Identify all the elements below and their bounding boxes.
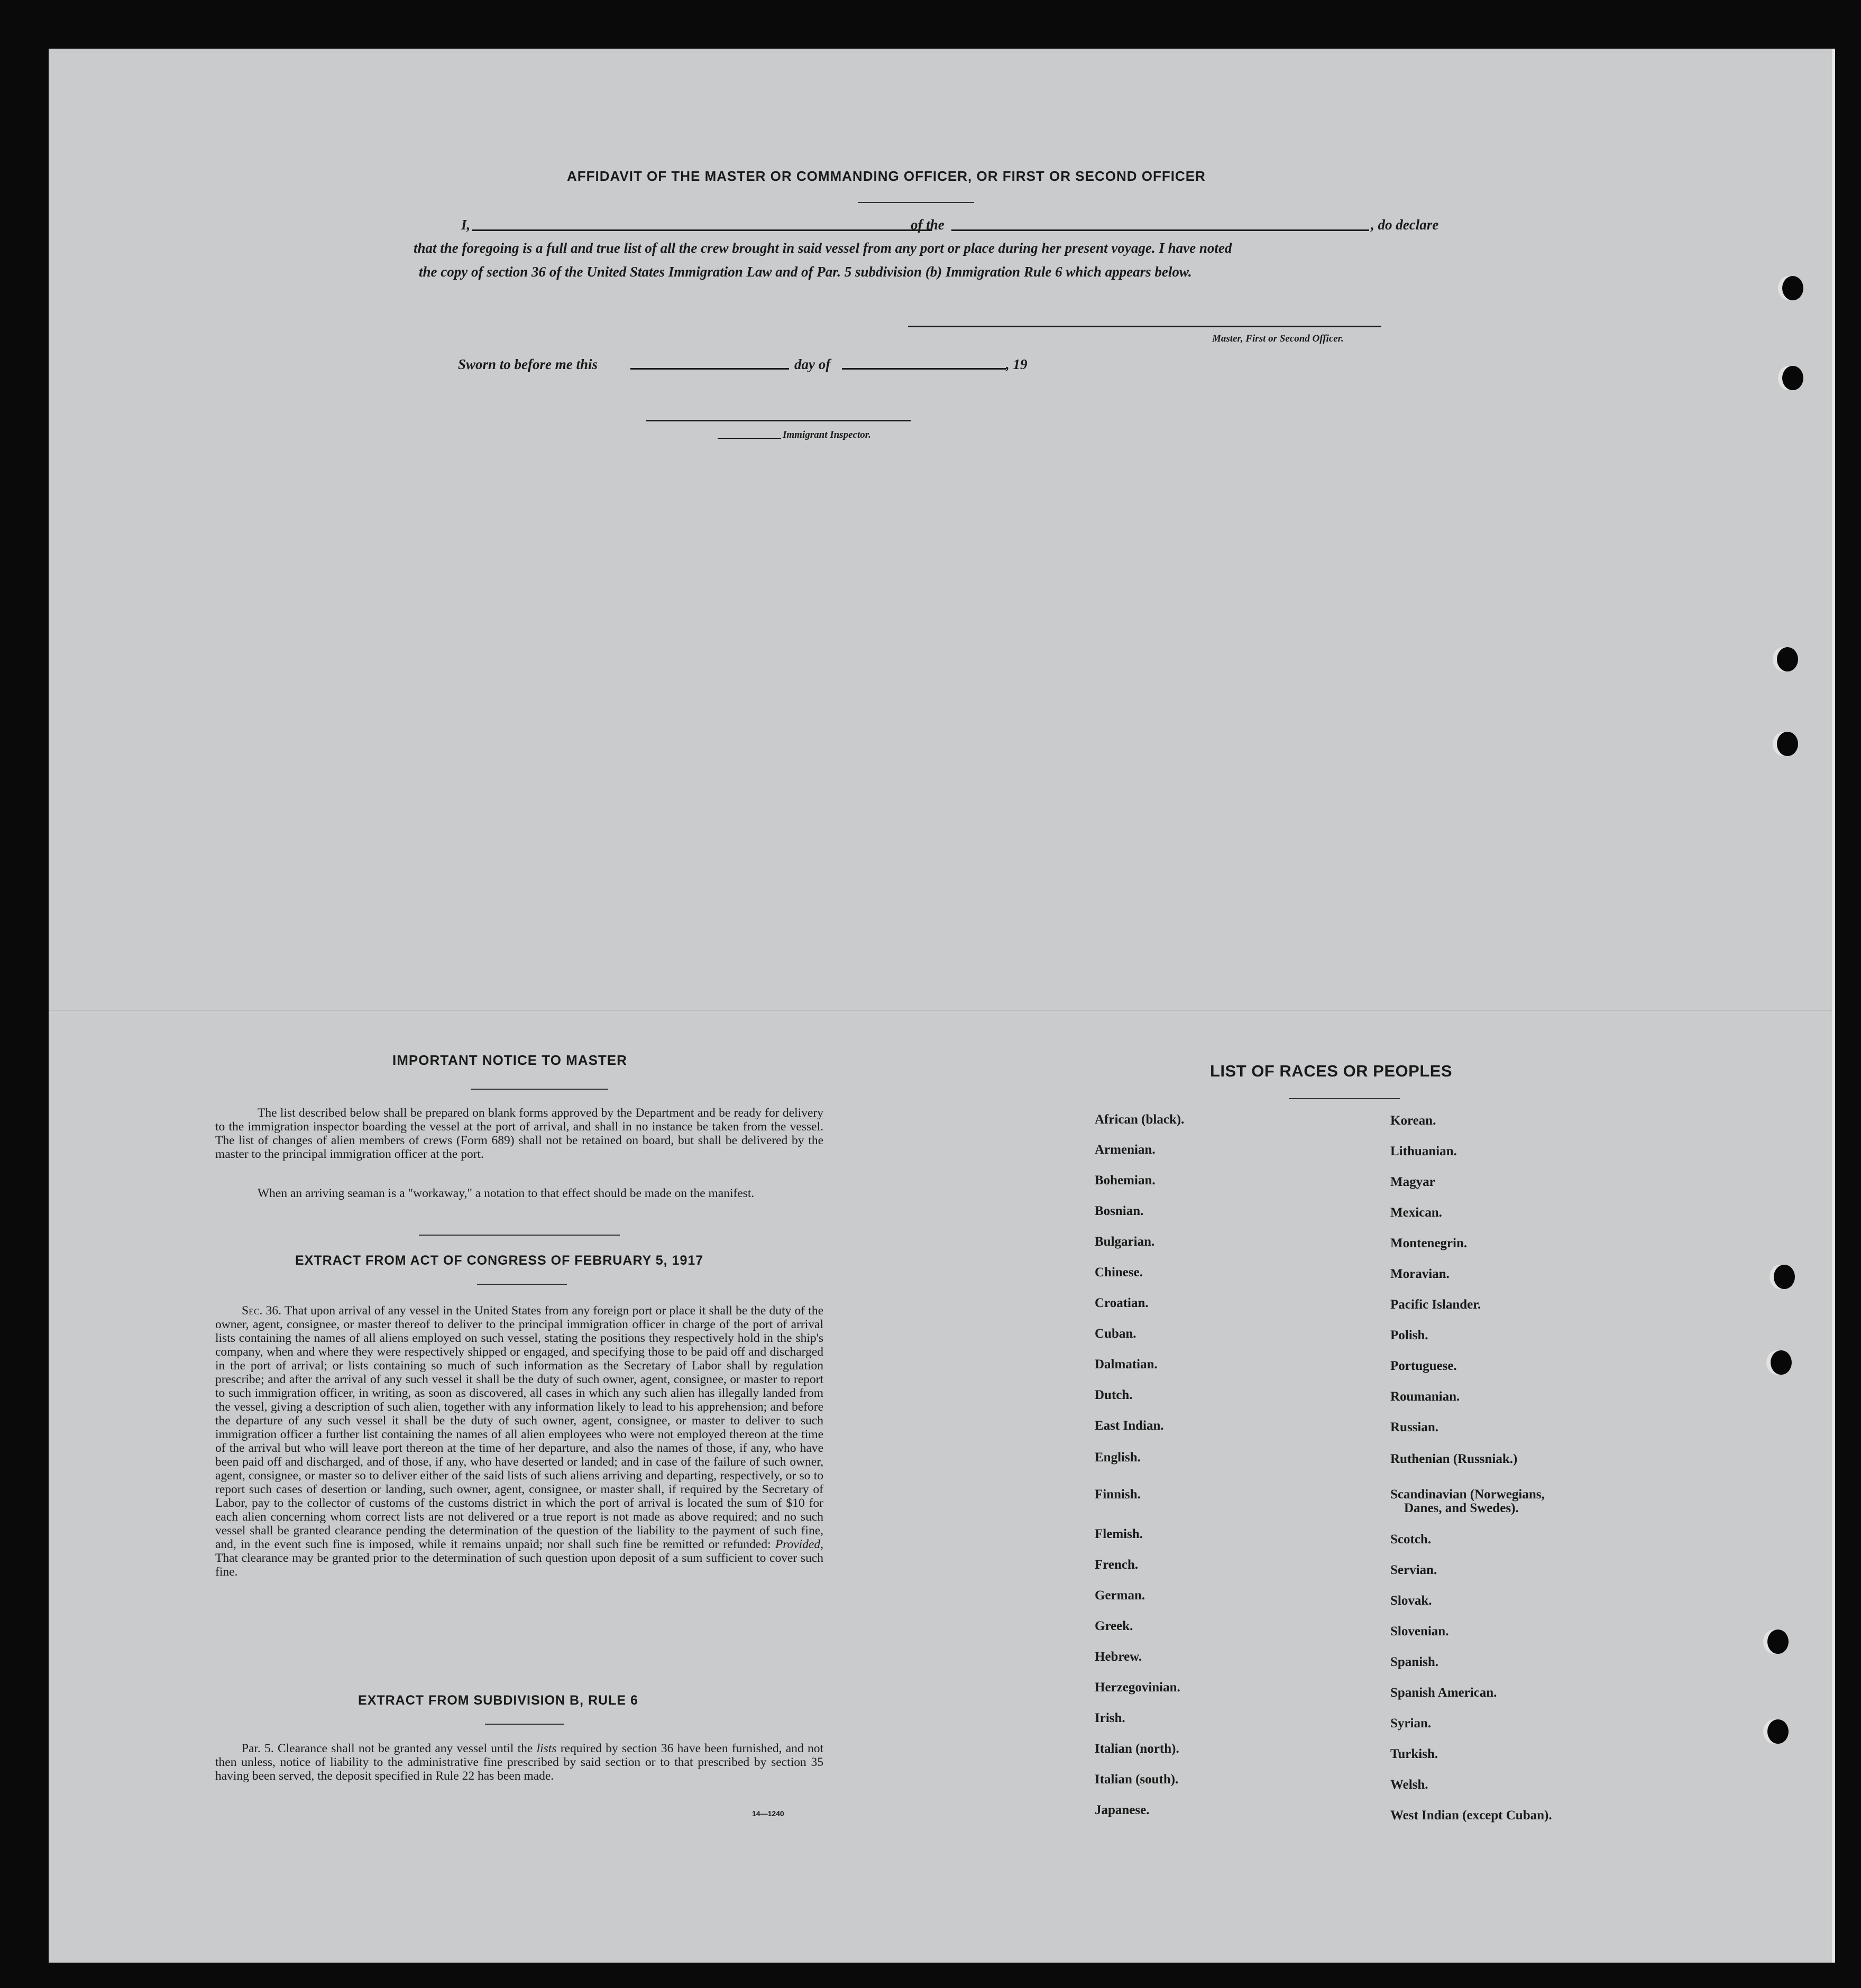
- inspector-signature-blank: [646, 420, 911, 421]
- section-36-body-end: That clearance may be granted prior to the determination of such question upon deposit of a sum sufficient to cover such fine.: [215, 1551, 823, 1579]
- race-item: Slovak.: [1390, 1594, 1432, 1608]
- race-item: Servian.: [1390, 1563, 1437, 1577]
- race-item: Dalmatian.: [1095, 1357, 1158, 1372]
- race-item: Finnish.: [1095, 1487, 1141, 1502]
- race-item: African (black).: [1095, 1112, 1185, 1127]
- document-sheet: [49, 49, 1835, 1963]
- race-item: West Indian (except Cuban).: [1390, 1808, 1552, 1823]
- race-item: Magyar: [1390, 1175, 1435, 1189]
- notice-title: IMPORTANT NOTICE TO MASTER: [392, 1052, 627, 1068]
- race-item: Croatian.: [1095, 1296, 1149, 1310]
- race-item: Lithuanian.: [1390, 1144, 1457, 1158]
- race-item: Ruthenian (Russniak.): [1390, 1452, 1518, 1466]
- race-item: Bosnian.: [1095, 1204, 1144, 1218]
- punch-hole: [1767, 1719, 1789, 1744]
- race-item: Pacific Islander.: [1390, 1297, 1481, 1312]
- year-label: , 19: [1006, 356, 1028, 372]
- race-item: Slovenian.: [1390, 1624, 1449, 1639]
- affidavit-line-2: that the foregoing is a full and true list of all the crew brought in said vessel from any port or place during her present voyage. I have noted: [414, 240, 1232, 256]
- form-number: 14—1240: [752, 1809, 784, 1818]
- race-item: Spanish American.: [1390, 1686, 1497, 1700]
- section-36-provided: Provided,: [775, 1538, 824, 1551]
- act-extract-title: EXTRACT FROM ACT OF CONGRESS OF FEBRUARY 5, 1917: [295, 1253, 704, 1268]
- race-item: Hebrew.: [1095, 1650, 1142, 1664]
- race-item: Greek.: [1095, 1619, 1133, 1633]
- affidavit-title-rule: [858, 202, 974, 203]
- race-item: Moravian.: [1390, 1267, 1450, 1281]
- race-item: Montenegrin.: [1390, 1236, 1468, 1250]
- section-36-body: That upon arrival of any vessel in the United States from any foreign port or place it shall be the duty of the owner, agent, consignee, or master thereof to deliver to the principal immigration officer in charge of the port of arrival lists containing the names of all aliens employed on such vessel, stating the positions they respectively hold in the ship's company, when and where they were respectively shipped or engaged, and specifying those to be paid off and discharged in the port of arrival; or lists containing so much of such information as the Secretary of Labor shall by regulation prescribe; and after the arrival of any such vessel it shall be the duty of such owner, agent, consignee, or master to report to such immigration officer, in writing, as soon as discovered, all cases in which any such alien has illegally landed from the vessel, giving a description of such alien, together with any information likely to lead to his apprehension; and before the departure of any such vessel it shall be the duty of such owner, agent, consignee, or master to deliver to such immigration officer a further list containing the names of all alien employees who were not employed thereon at the time of the arrival but who will leave port thereon at the time of her departure, and also the names of those, if any, who have been paid off and discharged, and of those, if any, who have deserted or landed; and in case of the failure of such owner, agent, consignee, or master so to deliver either of the said lists of such aliens arriving and departing, respectively, or so to report such cases of desertion or landing, such owner, agent, consignee, or master shall, if required by the Secretary of Labor, pay to the collector of customs of the customs district in which the port of arrival is located the sum of $10 for each alien concerning whom correct lists are not delivered or a true report is not made as above required; and no such vessel shall be granted clearance pending the determination of the question of the liability to the payment of such fine, and, in the event such fine is imposed, while it remains unpaid; nor shall such fine be remitted or refunded:: [215, 1304, 824, 1551]
- races-title: LIST OF RACES OR PEOPLES: [1210, 1062, 1453, 1080]
- rule-extract-title: EXTRACT FROM SUBDIVISION B, RULE 6: [358, 1693, 638, 1708]
- punch-hole: [1782, 366, 1803, 390]
- race-item: Italian (south).: [1095, 1772, 1179, 1787]
- race-item: Portuguese.: [1390, 1359, 1457, 1373]
- rule-6-lists-word: lists: [536, 1742, 557, 1755]
- race-item: Flemish.: [1095, 1527, 1143, 1541]
- notice-title-rule: [471, 1089, 608, 1090]
- race-item: Russian.: [1390, 1420, 1439, 1434]
- act-extract-title-rule: [477, 1284, 567, 1285]
- race-item: Japanese.: [1095, 1803, 1150, 1817]
- punch-hole: [1777, 732, 1798, 756]
- rule-extract-title-rule: [485, 1724, 564, 1725]
- inspector-label: Immigrant Inspector.: [783, 429, 871, 440]
- notice-divider: [419, 1235, 620, 1236]
- punch-hole: [1771, 1350, 1792, 1375]
- race-item: Dutch.: [1095, 1388, 1133, 1402]
- affiant-name-blank: [472, 229, 932, 231]
- race-item: Cuban.: [1095, 1327, 1136, 1341]
- race-item: German.: [1095, 1588, 1145, 1603]
- race-item: Korean.: [1390, 1113, 1436, 1128]
- race-item: Mexican.: [1390, 1205, 1442, 1220]
- race-item: French.: [1095, 1558, 1139, 1572]
- race-item: Danes, and Swedes).: [1404, 1501, 1519, 1515]
- inspector-prefix-blank: [718, 438, 781, 439]
- race-item: Irish.: [1095, 1711, 1125, 1725]
- races-title-rule: [1289, 1098, 1400, 1099]
- fold-line: [49, 1010, 1832, 1013]
- master-signature-blank: [908, 326, 1381, 327]
- race-item: Herzegovinian.: [1095, 1680, 1180, 1695]
- race-item: Bulgarian.: [1095, 1235, 1155, 1249]
- race-item: Chinese.: [1095, 1265, 1143, 1280]
- sworn-label: Sworn to before me this: [458, 356, 598, 372]
- race-item: Polish.: [1390, 1328, 1428, 1342]
- race-item: Welsh.: [1390, 1778, 1428, 1792]
- race-item: Armenian.: [1095, 1143, 1156, 1157]
- race-item: Spanish.: [1390, 1655, 1439, 1669]
- race-item: Bohemian.: [1095, 1173, 1156, 1188]
- affidavit-i-label: I,: [461, 217, 471, 233]
- notice-paragraph-1: [215, 1106, 823, 1161]
- race-item: Scotch.: [1390, 1532, 1432, 1547]
- race-item: Italian (north).: [1095, 1742, 1179, 1756]
- race-item: Scandinavian (Norwegians,: [1390, 1487, 1545, 1502]
- notice-paragraph-2: [215, 1186, 823, 1200]
- affidavit-of-the-label: of the: [911, 217, 945, 233]
- day-of-label: day of: [794, 356, 831, 372]
- rule-6-body-start: Par. 5. Clearance shall not be granted any vessel until the: [242, 1742, 533, 1755]
- race-item: English.: [1095, 1450, 1141, 1465]
- section-36-label: Sec. 36.: [242, 1304, 281, 1318]
- notice-paragraph-2-text: When an arriving seaman is a "workaway," a notation to that effect should be made on the manifest.: [258, 1186, 755, 1200]
- master-signature-label: Master, First or Second Officer.: [1212, 333, 1344, 344]
- race-item: Roumanian.: [1390, 1389, 1460, 1404]
- vessel-name-blank: [951, 229, 1369, 231]
- race-item: East Indian.: [1095, 1419, 1164, 1433]
- rule-6-body-end: required by section 36 have been furnished, and not then unless, notice of liability to the administrative fine prescribed by said section or to that prescribed by section 35 having been served, the deposit specified in Rule 22 has been made.: [215, 1742, 824, 1783]
- race-item: Syrian.: [1390, 1716, 1432, 1731]
- notice-paragraph-1-text: The list described below shall be prepared on blank forms approved by the Department and be ready for delivery to the immigration inspector boarding the vessel at the port of arrival, and shall in no instance be taken from the vessel. The list of changes of alien members of crews (Form 689) shall not be retained on board, but shall be delivered by the master to the principal immigration officer at the port.: [215, 1106, 823, 1161]
- affidavit-do-declare: , do declare: [1371, 217, 1439, 233]
- section-36-text: [215, 1304, 823, 1579]
- punch-hole: [1782, 276, 1803, 300]
- punch-hole: [1767, 1630, 1789, 1654]
- affidavit-title: AFFIDAVIT OF THE MASTER OR COMMANDING OFFICER, OR FIRST OR SECOND OFFICER: [567, 168, 1206, 184]
- punch-hole: [1777, 647, 1798, 671]
- sworn-day-blank: [630, 368, 789, 370]
- rule-6-text: [215, 1742, 823, 1783]
- affidavit-line-3: the copy of section 36 of the United States Immigration Law and of Par. 5 subdivision (b) Immigration Rule 6 which appears below.: [419, 264, 1192, 280]
- sworn-month-blank: [842, 368, 1006, 370]
- race-item: Turkish.: [1390, 1747, 1438, 1761]
- punch-hole: [1774, 1265, 1795, 1289]
